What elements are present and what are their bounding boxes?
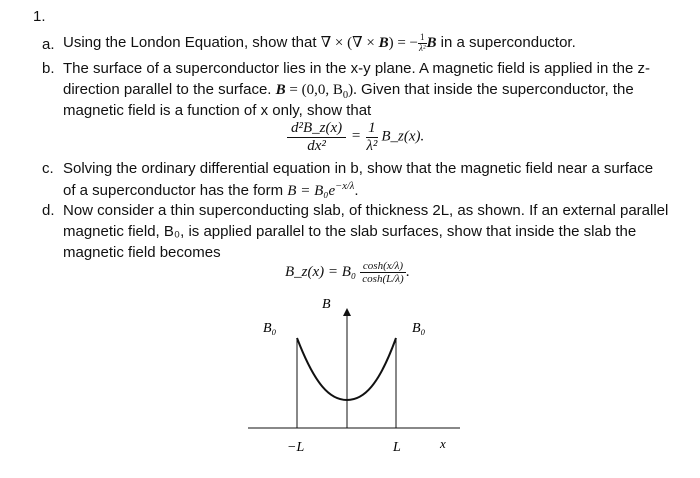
item-d-line1: Now consider a thin superconducting slab, of thickness 2L, as shown. If an external parallel <box>63 202 669 219</box>
item-d-label: d. <box>42 202 55 219</box>
y-axis-label: B <box>322 297 331 312</box>
item-d-line3: magnetic field becomes <box>63 244 221 261</box>
right-b0-label: B₀ <box>412 321 426 336</box>
ode-lhs-fraction: $\frac{\text{d²B\_z(x)}}{\text{dx²}}$ <box>287 120 346 154</box>
close-paren: ) = − <box>388 35 418 51</box>
problem-number: 1. <box>33 8 46 25</box>
x-tick-minus-l: −L <box>287 440 305 455</box>
item-b-line2: direction parallel to the surface. B = (0,0, $B_0$). Given that inside the superconductor, the <box>63 81 634 101</box>
ode-equation: $\frac{\text{d²B\_z(x)}}{\text{dx²}}$ = $\frac{1}{\text{λ²}}$ B_z(x). <box>287 120 424 154</box>
ode-rhs-fraction: $\frac{1}{\text{λ²}}$ <box>366 120 378 154</box>
item-a-label: a. <box>42 36 55 53</box>
item-d-line2: magnetic field, B₀, is applied parallel to the slab surfaces, show that inside the slab the <box>63 223 637 240</box>
left-b0-label: B₀ <box>263 321 277 336</box>
x-tick-l: L <box>393 440 401 455</box>
item-c-label: c. <box>42 160 54 177</box>
cosh-equation: B_z(x) = B₀ $\frac{\cosh(x/\lambda)}{\cosh(L/\lambda)}$ . <box>285 260 410 286</box>
item-c-line1: Solving the ordinary differential equation in b, show that the magnetic field near a surface <box>63 160 654 177</box>
item-c-line2: of a superconductor has the form $B = B_0e^{-x/\lambda}$. <box>63 181 359 199</box>
cosh-fraction: $\frac{\cosh(x/\lambda)}{\cosh(L/\lambda)}$ <box>360 260 406 285</box>
item-b-line1: The surface of a superconductor lies in the x-y plane. A magnetic field is applied in the z- <box>63 60 650 77</box>
item-b-label: b. <box>42 60 55 77</box>
item-a-intro: Using the London Equation, show that <box>63 34 321 51</box>
b-vector: B <box>378 35 389 51</box>
item-a-tail: in a superconductor. <box>436 34 576 51</box>
x-axis-label: x <box>440 436 446 451</box>
b-vector-rhs: B <box>426 35 437 51</box>
inverse-lambda-squared: $\frac{1}{\text{λ²}}$ <box>418 31 426 53</box>
curl-operator: ∇ × (∇ × <box>320 35 379 51</box>
item-b-line3: magnetic field is a function of x only, show that <box>63 102 372 119</box>
